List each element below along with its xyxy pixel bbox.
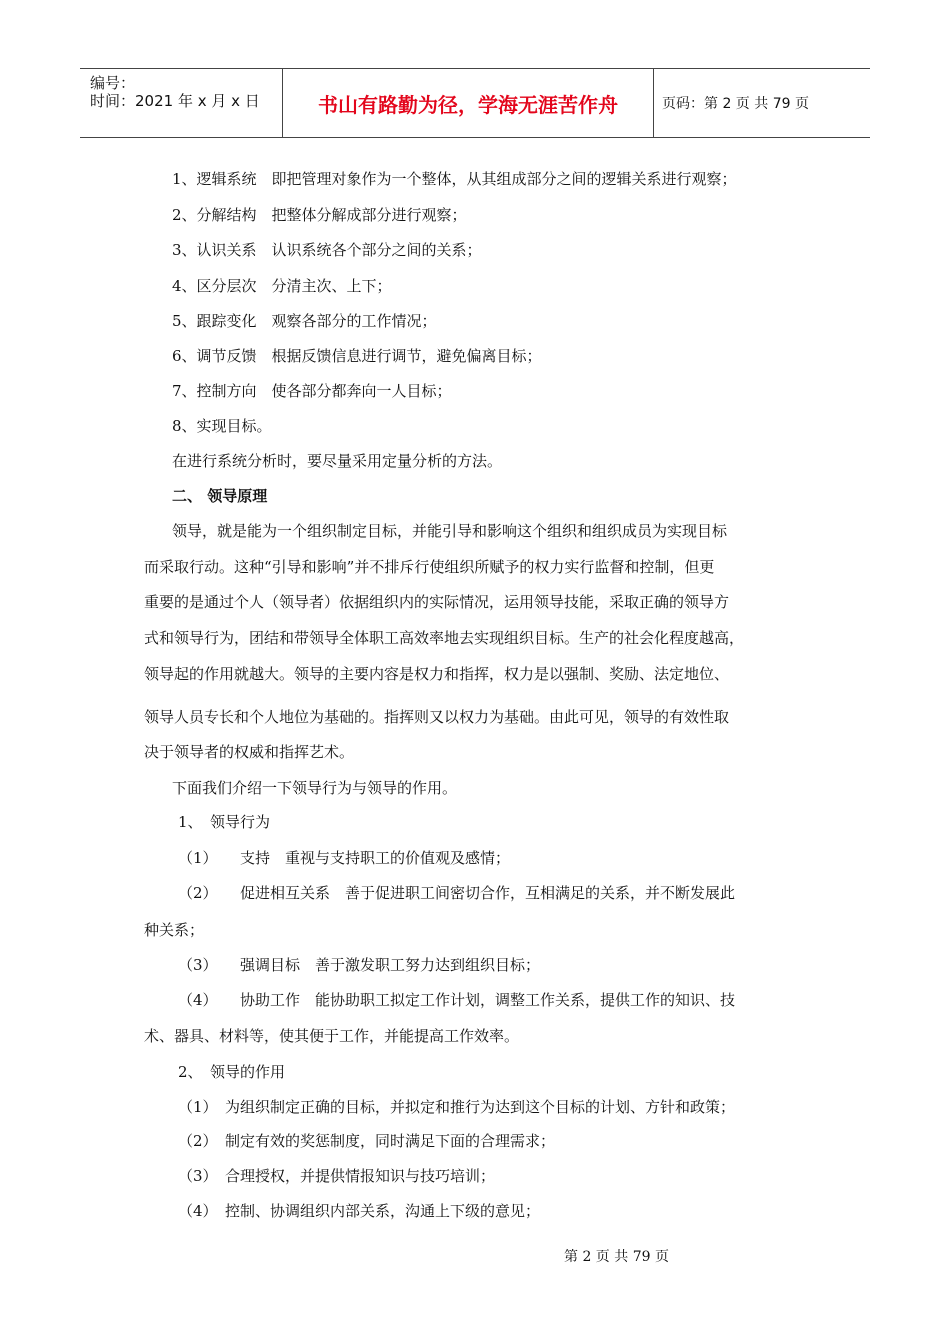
time-label: 时间：2021 年 x 月 x 日 (90, 92, 260, 110)
paragraph-line: 6、调节反馈 根据反馈信息进行调节，避免偏离目标； (172, 347, 542, 365)
paragraph-line: 领导人员专长和个人地位为基础的。指挥则又以权力为基础。由此可见，领导的有效性取 (144, 708, 730, 726)
paragraph-line: 领导起的作用就越大。领导的主要内容是权力和指挥，权力是以强制、奖励、法定地位、 (144, 665, 730, 683)
paragraph-line: 4、区分层次 分清主次、上下； (172, 277, 392, 295)
list-item: （2） 制定有效的奖惩制度，同时满足下面的合理需求； (178, 1132, 556, 1150)
paragraph-line: 1、逻辑系统 即把管理对象作为一个整体，从其组成部分之间的逻辑关系进行观察； (172, 170, 737, 188)
list-item: （4） 协助工作 能协助职工拟定工作计划，调整工作关系，提供工作的知识、技 (178, 991, 736, 1009)
paragraph-line: 重要的是通过个人（领导者）依据组织内的实际情况，运用领导技能，采取正确的领导方 (144, 593, 730, 611)
page-header (80, 68, 870, 138)
paragraph-line: 下面我们介绍一下领导行为与领导的作用。 (172, 779, 458, 797)
list-item: （4） 控制、协调组织内部关系，沟通上下级的意见； (178, 1202, 541, 1220)
header-slogan: 书山有路勤为径，学海无涯苦作舟 (283, 69, 654, 137)
paragraph-line: 在进行系统分析时，要尽量采用定量分析的方法。 (172, 452, 503, 470)
list-item: （3） 强调目标 善于激发职工努力达到组织目标； (178, 956, 541, 974)
number-label: 编号： (90, 74, 136, 92)
section-heading: 二、 领导原理 (172, 487, 268, 505)
page-footer: 第 2 页 共 79 页 (564, 1249, 669, 1265)
list-item-continuation: 种关系； (144, 921, 205, 939)
list-item: （3） 合理授权，并提供情报知识与技巧培训； (178, 1167, 496, 1185)
paragraph-line: 8、实现目标。 (172, 417, 272, 435)
list-item: （2） 促进相互关系 善于促进职工间密切合作，互相满足的关系，并不断发展此 (178, 884, 736, 902)
paragraph-line: 而采取行动。这种“引导和影响”并不排斥行使组织所赋予的权力实行监督和控制，但更 (144, 558, 715, 576)
header-meta (80, 69, 283, 137)
subsection-heading: 2、 领导的作用 (178, 1063, 286, 1081)
list-item-continuation: 术、器具、材料等，使其便于工作，并能提高工作效率。 (144, 1027, 520, 1045)
paragraph-line: 5、跟踪变化 观察各部分的工作情况； (172, 312, 437, 330)
subsection-heading: 1、 领导行为 (178, 813, 271, 831)
paragraph-line: 式和领导行为，团结和带领导全体职工高效率地去实现组织目标。生产的社会化程度越高， (144, 629, 745, 647)
list-item: （1） 为组织制定正确的目标，并拟定和推行为达到这个目标的计划、方针和政策； (178, 1098, 736, 1116)
list-item: （1） 支持 重视与支持职工的价值观及感情； (178, 849, 511, 867)
header-page-info: 页码：第 2 页 共 79 页 (662, 96, 809, 112)
paragraph-line: 2、分解结构 把整体分解成部分进行观察； (172, 206, 467, 224)
paragraph-line: 7、控制方向 使各部分都奔向一人目标； (172, 382, 452, 400)
paragraph-line: 3、认识关系 认识系统各个部分之间的关系； (172, 241, 482, 259)
paragraph-line: 领导，就是能为一个组织制定目标，并能引导和影响这个组织和组织成员为实现目标 (172, 522, 728, 540)
paragraph-line: 决于领导者的权威和指挥艺术。 (144, 743, 355, 761)
